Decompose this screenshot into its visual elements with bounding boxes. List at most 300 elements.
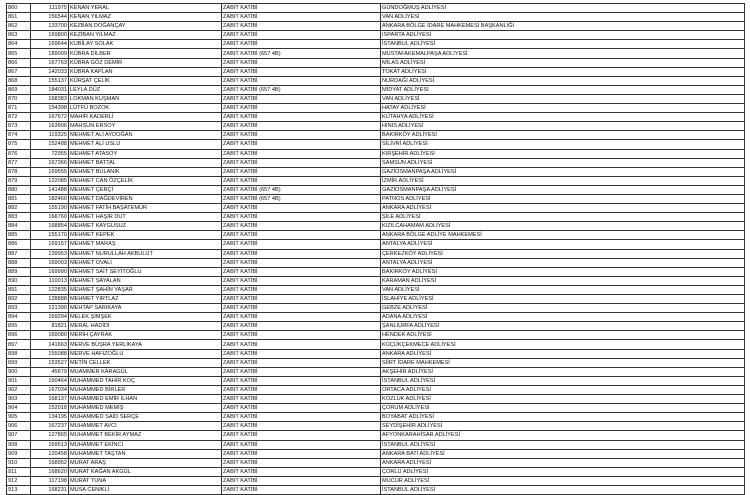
courthouse-cell: ADANA ADLİYESİ [381, 313, 745, 322]
registry-id-cell: 156544 [31, 13, 69, 22]
job-title-cell: ZABIT KATİBİ [222, 304, 381, 313]
job-title-cell: ZABIT KATİBİ [222, 467, 381, 476]
full-name-cell: MERAL HADİDİ [69, 322, 222, 331]
courthouse-cell: İSLAHİYE ADLİYESİ [381, 295, 745, 304]
full-name-cell: MUSA CENİKLİ [69, 485, 222, 494]
registry-id-cell: 160464 [31, 376, 69, 385]
table-row [7, 194, 745, 203]
job-title-cell: ZABIT KATİBİ [222, 395, 381, 404]
full-name-cell: KENAN YILMAZ [69, 13, 222, 22]
row-number-cell: 912 [7, 476, 31, 485]
registry-id-cell: 189009 [31, 49, 69, 58]
registry-id-cell: 169990 [31, 267, 69, 276]
courthouse-cell: PATNOS ADLİYESİ [381, 194, 745, 203]
row-number-cell: 892 [7, 295, 31, 304]
job-title-cell: ZABIT KATİBİ (657 4B) [222, 185, 381, 194]
full-name-cell: MEHMET MARAŞ [69, 240, 222, 249]
registry-id-cell: 155137 [31, 76, 69, 85]
table-row [7, 104, 745, 113]
job-title-cell: ZABIT KATİBİ [222, 331, 381, 340]
row-number-cell: 885 [7, 231, 31, 240]
job-title-cell: ZABIT KATİBİ [222, 213, 381, 222]
courthouse-cell: ORTACA ADLİYESİ [381, 385, 745, 394]
registry-id-cell: 111975 [31, 4, 69, 13]
table-row [7, 376, 745, 385]
job-title-cell: ZABIT KATİBİ [222, 404, 381, 413]
registry-id-cell: 72955 [31, 149, 69, 158]
courthouse-cell: ANKARA ADLİYESİ [381, 349, 745, 358]
courthouse-cell: MİDYAT ADLİYESİ [381, 85, 745, 94]
full-name-cell: MEHMET KEPEK [69, 231, 222, 240]
job-title-cell: ZABIT KATİBİ [222, 313, 381, 322]
courthouse-cell: KIZILCAHAMAM ADLİYESİ [381, 222, 745, 231]
courthouse-cell: HINIS ADLİYESİ [381, 122, 745, 131]
row-number-cell: 871 [7, 104, 31, 113]
registry-id-cell: 133700 [31, 22, 69, 31]
full-name-cell: MEHMET HAŞİR DUT [69, 213, 222, 222]
courthouse-cell: AFYONKARAHİSAR ADLİYESİ [381, 431, 745, 440]
full-name-cell: MUHAMMED MEMİŞ [69, 404, 222, 413]
row-number-cell: 890 [7, 276, 31, 285]
job-title-cell: ZABIT KATİBİ [222, 476, 381, 485]
full-name-cell: MUHAMMED EMİR İLHAN [69, 395, 222, 404]
full-name-cell: MUHAMMET BEKİR AYMAZ [69, 431, 222, 440]
registry-id-cell: 168952 [31, 458, 69, 467]
job-title-cell: ZABIT KATİBİ [222, 4, 381, 13]
registry-id-cell: 169555 [31, 167, 69, 176]
table-row [7, 385, 745, 394]
courthouse-cell: İSTANBUL ADLİYESİ [381, 485, 745, 494]
registry-id-cell: 119325 [31, 131, 69, 140]
registry-id-cell: 167763 [31, 58, 69, 67]
table-row [7, 422, 745, 431]
row-number-cell: 870 [7, 94, 31, 103]
table-row [7, 4, 745, 13]
table-row [7, 458, 745, 467]
registry-id-cell: 169644 [31, 40, 69, 49]
registry-id-cell: 134195 [31, 413, 69, 422]
full-name-cell: MEHMET DAĞDEVİREN [69, 194, 222, 203]
row-number-cell: 908 [7, 440, 31, 449]
courthouse-cell: GEBZE ADLİYESİ [381, 304, 745, 313]
registry-id-cell: 110013 [31, 276, 69, 285]
table-row [7, 367, 745, 376]
full-name-cell: MURAT TUNA [69, 476, 222, 485]
row-number-cell: 869 [7, 85, 31, 94]
job-title-cell: ZABIT KATİBİ [222, 231, 381, 240]
row-number-cell: 910 [7, 458, 31, 467]
courthouse-cell: SEYDİŞEHİR ADLİYESİ [381, 422, 745, 431]
row-number-cell: 893 [7, 304, 31, 313]
job-title-cell: ZABIT KATİBİ [222, 158, 381, 167]
registry-id-cell: 168383 [31, 94, 69, 103]
courthouse-cell: BOYABAT ADLİYESİ [381, 413, 745, 422]
full-name-cell: METİN CELLEK [69, 358, 222, 367]
courthouse-cell: İZMİR ADLİYESİ [381, 176, 745, 185]
job-title-cell: ZABIT KATİBİ (657 4B) [222, 49, 381, 58]
courthouse-cell: VAN ADLİYESİ [381, 94, 745, 103]
row-number-cell: 909 [7, 449, 31, 458]
table-row [7, 231, 745, 240]
courthouse-cell: KARAMAN ADLİYESİ [381, 276, 745, 285]
table-row [7, 449, 745, 458]
table-row [7, 40, 745, 49]
job-title-cell: ZABIT KATİBİ [222, 240, 381, 249]
table-row [7, 67, 745, 76]
row-number-cell: 895 [7, 322, 31, 331]
full-name-cell: MEHMET ALİ USLU [69, 140, 222, 149]
row-number-cell: 881 [7, 194, 31, 203]
courthouse-cell: GÜNDOĞMUŞ ADLİYESİ [381, 4, 745, 13]
row-number-cell: 886 [7, 240, 31, 249]
courthouse-cell: MUCUR ADLİYESİ [381, 476, 745, 485]
table-row [7, 304, 745, 313]
courthouse-cell: KÜÇÜKÇEKMECE ADLİYESİ [381, 340, 745, 349]
courthouse-cell: ANTALYA ADLİYESİ [381, 258, 745, 267]
job-title-cell: ZABIT KATİBİ [222, 485, 381, 494]
full-name-cell: LEYLA DÜZ [69, 85, 222, 94]
job-title-cell: ZABIT KATİBİ [222, 295, 381, 304]
table-row [7, 349, 745, 358]
table-row [7, 76, 745, 85]
row-number-cell: 867 [7, 67, 31, 76]
registry-id-cell: 117198 [31, 476, 69, 485]
job-title-cell: ZABIT KATİBİ [222, 249, 381, 258]
table-row [7, 276, 745, 285]
table-row [7, 158, 745, 167]
courthouse-cell: ANKARA ADLİYESİ [381, 204, 745, 213]
row-number-cell: 898 [7, 349, 31, 358]
full-name-cell: MERVE HAFIZOĞLU [69, 349, 222, 358]
job-title-cell: ZABIT KATİBİ [222, 167, 381, 176]
courthouse-cell: İSTANBUL ADLİYESİ [381, 376, 745, 385]
job-title-cell: ZABIT KATİBİ [222, 367, 381, 376]
full-name-cell: MEHMET ŞAHİN YAŞAR [69, 285, 222, 294]
job-title-cell: ZABIT KATİBİ [222, 22, 381, 31]
courthouse-cell: GAZİOSMANPAŞA ADLİYESİ [381, 185, 745, 194]
row-number-cell: 874 [7, 131, 31, 140]
row-number-cell: 913 [7, 485, 31, 494]
courthouse-cell: BAKIRKÖY ADLİYESİ [381, 131, 745, 140]
full-name-cell: KÜRŞAT ÇELİK [69, 76, 222, 85]
full-name-cell: KEZİBAN YILMAZ [69, 31, 222, 40]
row-number-cell: 901 [7, 376, 31, 385]
row-number-cell: 862 [7, 22, 31, 31]
job-title-cell: ZABIT KATİBİ [222, 67, 381, 76]
registry-id-cell: 182460 [31, 194, 69, 203]
table-row [7, 240, 745, 249]
table-row [7, 222, 745, 231]
table-row [7, 285, 745, 294]
table-row [7, 331, 745, 340]
table-row [7, 149, 745, 158]
courthouse-cell: İSTANBUL ADLİYESİ [381, 40, 745, 49]
registry-id-cell: 127865 [31, 431, 69, 440]
full-name-cell: LÜTFÜ BOZOK [69, 104, 222, 113]
full-name-cell: KÜBRA DİLBER [69, 49, 222, 58]
row-number-cell: 866 [7, 58, 31, 67]
full-name-cell: MEHTAP SARIKAYA [69, 304, 222, 313]
table-row [7, 131, 745, 140]
registry-id-cell: 120458 [31, 449, 69, 458]
registry-id-cell: 169294 [31, 313, 69, 322]
job-title-cell: ZABIT KATİBİ [222, 94, 381, 103]
registry-id-cell: 169157 [31, 240, 69, 249]
registry-id-cell: 166760 [31, 213, 69, 222]
table-row [7, 185, 745, 194]
job-title-cell: ZABIT KATİBİ [222, 267, 381, 276]
full-name-cell: MURAT KAĞAN AKGÜL [69, 467, 222, 476]
row-number-cell: 879 [7, 176, 31, 185]
full-name-cell: LOKMAN KUŞMAN [69, 94, 222, 103]
job-title-cell: ZABIT KATİBİ [222, 358, 381, 367]
table-row [7, 267, 745, 276]
full-name-cell: MUHAMMET AVCI [69, 422, 222, 431]
registry-id-cell: 155088 [31, 349, 69, 358]
full-name-cell: MUHAMMET TAŞTAN [69, 449, 222, 458]
registry-id-cell: 122085 [31, 176, 69, 185]
job-title-cell: ZABIT KATİBİ [222, 40, 381, 49]
registry-id-cell: 152018 [31, 404, 69, 413]
full-name-cell: MUHAMMED SAİD SERÇE [69, 413, 222, 422]
courthouse-cell: MİLAS ADLİYESİ [381, 58, 745, 67]
full-name-cell: MEHMET YIRTLAZ [69, 295, 222, 304]
job-title-cell: ZABIT KATİBİ [222, 258, 381, 267]
job-title-cell: ZABIT KATİBİ [222, 385, 381, 394]
table-row [7, 122, 745, 131]
full-name-cell: MERVE BÜŞRA YERLİKAYA [69, 340, 222, 349]
full-name-cell: MEHMET ÇERÇİ [69, 185, 222, 194]
job-title-cell: ZABIT KATİBİ [222, 222, 381, 231]
courthouse-cell: KÜTAHYA ADLİYESİ [381, 113, 745, 122]
job-title-cell: ZABIT KATİBİ [222, 431, 381, 440]
courthouse-cell: AKŞEHİR ADLİYESİ [381, 367, 745, 376]
registry-id-cell: 142033 [31, 67, 69, 76]
job-title-cell: ZABIT KATİBİ [222, 449, 381, 458]
table-body [7, 4, 745, 495]
full-name-cell: MAHSUN ERSOY [69, 122, 222, 131]
row-number-cell: 902 [7, 385, 31, 394]
row-number-cell: 860 [7, 4, 31, 13]
table-row [7, 413, 745, 422]
job-title-cell: ZABIT KATİBİ [222, 76, 381, 85]
table-row [7, 395, 745, 404]
registry-id-cell: 169093 [31, 258, 69, 267]
full-name-cell: MEHMET OVALI [69, 258, 222, 267]
courthouse-cell: NURDAĞI ADLİYESİ [381, 76, 745, 85]
full-name-cell: MEHMET BULANIK [69, 167, 222, 176]
courthouse-cell: KOZLUK ADLİYESİ [381, 395, 745, 404]
registry-id-cell: 154398 [31, 104, 69, 113]
job-title-cell: ZABIT KATİBİ [222, 276, 381, 285]
registry-id-cell: 168231 [31, 485, 69, 494]
row-number-cell: 880 [7, 185, 31, 194]
row-number-cell: 887 [7, 249, 31, 258]
row-number-cell: 904 [7, 404, 31, 413]
full-name-cell: MUHAMMED BİRLER [69, 385, 222, 394]
courthouse-cell: TOKAT ADLİYESİ [381, 67, 745, 76]
courthouse-cell: ANKARA BÖLGE ADLİYE MAHKEMESİ [381, 231, 745, 240]
registry-id-cell: 128888 [31, 295, 69, 304]
table-row [7, 485, 745, 494]
courthouse-cell: ANKARA ADLİYESİ [381, 458, 745, 467]
job-title-cell: ZABIT KATİBİ [222, 113, 381, 122]
job-title-cell: ZABIT KATİBİ [222, 149, 381, 158]
table-row [7, 440, 745, 449]
full-name-cell: MERİH ÇAYRAK [69, 331, 222, 340]
full-name-cell: MEHMET ALİ AYDOĞAN [69, 131, 222, 140]
full-name-cell: MUHAMMED TAHİR KOÇ [69, 376, 222, 385]
row-number-cell: 897 [7, 340, 31, 349]
courthouse-cell: ISPARTA ADLİYESİ [381, 31, 745, 40]
courthouse-cell: SİİRT İDARE MAHKEMESİ [381, 358, 745, 367]
row-number-cell: 896 [7, 331, 31, 340]
courthouse-cell: MUSTAFAKEMALPAŞA ADLİYESİ [381, 49, 745, 58]
table-row [7, 295, 745, 304]
registry-id-cell: 184031 [31, 85, 69, 94]
full-name-cell: KÜBRA GÖZ DEMİR [69, 58, 222, 67]
table-row [7, 467, 745, 476]
registry-id-cell: 152488 [31, 140, 69, 149]
full-name-cell: MEHMET ATASOY [69, 149, 222, 158]
job-title-cell: ZABIT KATİBİ [222, 458, 381, 467]
registry-id-cell: 155190 [31, 204, 69, 213]
courthouse-cell: ÇORUM ADLİYESİ [381, 404, 745, 413]
courthouse-cell: BAKIRKÖY ADLİYESİ [381, 267, 745, 276]
table-row [7, 213, 745, 222]
row-number-cell: 888 [7, 258, 31, 267]
row-number-cell: 899 [7, 358, 31, 367]
full-name-cell: MEHMET KAYGUSUZ [69, 222, 222, 231]
courthouse-cell: İSTANBUL ADLİYESİ [381, 440, 745, 449]
courthouse-cell: VAN ADLİYESİ [381, 13, 745, 22]
table-row [7, 113, 745, 122]
job-title-cell: ZABIT KATİBİ (657 4B) [222, 194, 381, 203]
job-title-cell: ZABIT KATİBİ [222, 140, 381, 149]
row-number-cell: 873 [7, 122, 31, 131]
registry-id-cell: 168620 [31, 467, 69, 476]
courthouse-cell: SAMSUN ADLİYESİ [381, 158, 745, 167]
full-name-cell: MURAT ARAŞ [69, 458, 222, 467]
registry-id-cell: 153527 [31, 358, 69, 367]
table-row [7, 140, 745, 149]
table-row [7, 22, 745, 31]
row-number-cell: 876 [7, 149, 31, 158]
job-title-cell: ZABIT KATİBİ [222, 422, 381, 431]
row-number-cell: 868 [7, 76, 31, 85]
row-number-cell: 900 [7, 367, 31, 376]
courthouse-cell: ÇERKEZKÖY ADLİYESİ [381, 249, 745, 258]
full-name-cell: KUBİLAY SOLAK [69, 40, 222, 49]
row-number-cell: 891 [7, 285, 31, 294]
job-title-cell: ZABIT KATİBİ [222, 376, 381, 385]
courthouse-cell: ŞİLE ADLİYESİ [381, 213, 745, 222]
table-row [7, 258, 745, 267]
registry-id-cell: 81821 [31, 322, 69, 331]
registry-id-cell: 167034 [31, 385, 69, 394]
courthouse-cell: KIRŞEHİR ADLİYESİ [381, 149, 745, 158]
job-title-cell: ZABIT KATİBİ [222, 122, 381, 131]
registry-id-cell: 167237 [31, 422, 69, 431]
registry-id-cell: 163906 [31, 122, 69, 131]
registry-id-cell: 155170 [31, 231, 69, 240]
row-number-cell: 889 [7, 267, 31, 276]
row-number-cell: 882 [7, 204, 31, 213]
registry-id-cell: 169800 [31, 31, 69, 40]
registry-id-cell: 139953 [31, 249, 69, 258]
full-name-cell: MELEK ŞİMŞEK [69, 313, 222, 322]
table-row [7, 58, 745, 67]
job-title-cell: ZABIT KATİBİ [222, 58, 381, 67]
job-title-cell: ZABIT KATİBİ [222, 285, 381, 294]
row-number-cell: 865 [7, 49, 31, 58]
row-number-cell: 884 [7, 222, 31, 231]
table-row [7, 431, 745, 440]
job-title-cell: ZABIT KATİBİ [222, 131, 381, 140]
row-number-cell: 861 [7, 13, 31, 22]
registry-id-cell: 168854 [31, 222, 69, 231]
registry-id-cell: 141663 [31, 340, 69, 349]
table-row [7, 94, 745, 103]
row-number-cell: 906 [7, 422, 31, 431]
full-name-cell: MAHİR KADERLİ [69, 113, 222, 122]
courthouse-cell: HATAY ADLİYESİ [381, 104, 745, 113]
courthouse-cell: VAN ADLİYESİ [381, 285, 745, 294]
full-name-cell: MEHMET SAYALAN [69, 276, 222, 285]
courthouse-cell: GAZİOSMANPAŞA ADLİYESİ [381, 167, 745, 176]
row-number-cell: 878 [7, 167, 31, 176]
row-number-cell: 863 [7, 31, 31, 40]
job-title-cell: ZABIT KATİBİ [222, 322, 381, 331]
job-title-cell: ZABIT KATİBİ [222, 340, 381, 349]
full-name-cell: MEHMET BATTAL [69, 158, 222, 167]
full-name-cell: MEHMET NURULLAH AKBULUT [69, 249, 222, 258]
row-number-cell: 905 [7, 413, 31, 422]
job-title-cell: ZABIT KATİBİ [222, 440, 381, 449]
registry-id-cell: 169080 [31, 331, 69, 340]
row-number-cell: 911 [7, 467, 31, 476]
personnel-table [6, 3, 745, 495]
job-title-cell: ZABIT KATİBİ [222, 176, 381, 185]
registry-id-cell: 168137 [31, 395, 69, 404]
full-name-cell: MUAMMER KARAGÜL [69, 367, 222, 376]
row-number-cell: 875 [7, 140, 31, 149]
row-number-cell: 877 [7, 158, 31, 167]
row-number-cell: 883 [7, 213, 31, 222]
full-name-cell: KEZBAN DOĞANÇAY [69, 22, 222, 31]
courthouse-cell: ÇORLU ADLİYESİ [381, 467, 745, 476]
row-number-cell: 903 [7, 395, 31, 404]
registry-id-cell: 122835 [31, 285, 69, 294]
table-row [7, 340, 745, 349]
table-row [7, 85, 745, 94]
courthouse-cell: ANKARA BÖLGE İDARE MAHKEMESİ BAŞKANLIĞI [381, 22, 745, 31]
full-name-cell: MEHMET SAİT SEYİTOĞLU [69, 267, 222, 276]
full-name-cell: MEHMET FATİH BAŞATEMÜR [69, 204, 222, 213]
registry-id-cell: 167672 [31, 113, 69, 122]
job-title-cell: ZABIT KATİBİ [222, 413, 381, 422]
registry-id-cell: 121390 [31, 304, 69, 313]
table-row [7, 49, 745, 58]
job-title-cell: ZABIT KATİBİ [222, 349, 381, 358]
row-number-cell: 894 [7, 313, 31, 322]
full-name-cell: KÜBRA KAPLAN [69, 67, 222, 76]
job-title-cell: ZABIT KATİBİ [222, 31, 381, 40]
registry-id-cell: 167366 [31, 158, 69, 167]
job-title-cell: ZABIT KATİBİ [222, 104, 381, 113]
table-row [7, 176, 745, 185]
row-number-cell: 872 [7, 113, 31, 122]
